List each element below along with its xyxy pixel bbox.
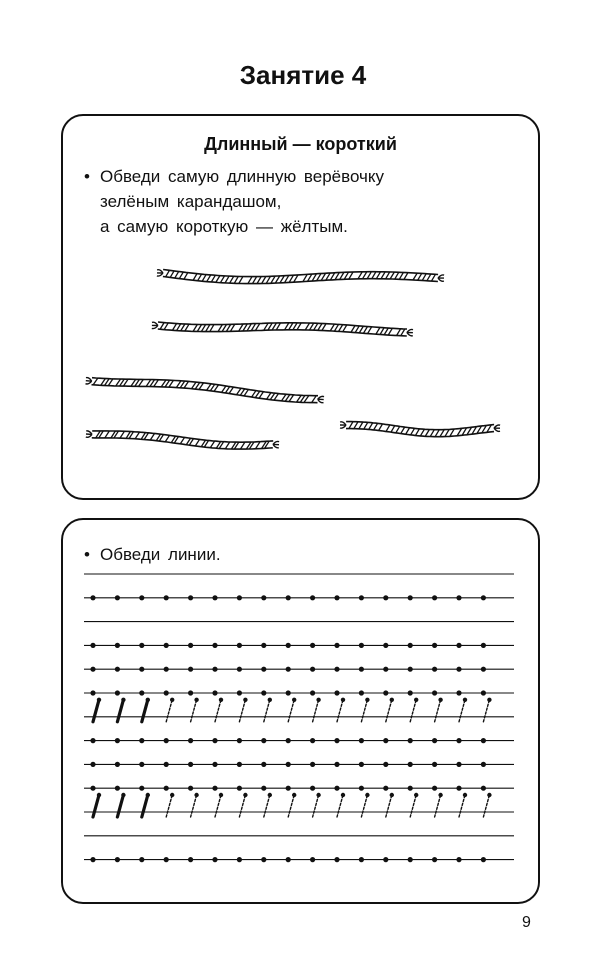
trace-dot <box>310 762 315 767</box>
traced-slash <box>93 700 99 722</box>
slash-start-dot <box>463 698 467 702</box>
trace-dot <box>212 762 217 767</box>
trace-dot <box>188 643 193 648</box>
dotted-slash <box>288 700 294 722</box>
trace-dot <box>310 667 315 672</box>
slash-start-dot <box>414 793 418 797</box>
lesson-title: Занятие 4 <box>239 60 367 90</box>
trace-dot <box>164 690 169 695</box>
trace-dot <box>334 786 339 791</box>
slash-start-dot <box>316 698 320 702</box>
trace-dot <box>164 595 169 600</box>
tracing-row-slashes <box>84 793 514 817</box>
trace-dot <box>286 786 291 791</box>
trace-dot <box>115 595 120 600</box>
slash-start-dot <box>243 793 247 797</box>
trace-dot <box>115 857 120 862</box>
instruction-line-1: Обведи самую длинную верёвочку <box>100 167 385 186</box>
trace-dot <box>310 595 315 600</box>
tracing-row-dots <box>84 643 514 648</box>
trace-dot <box>261 738 266 743</box>
trace-dot <box>164 786 169 791</box>
trace-dot <box>164 667 169 672</box>
trace-dot <box>383 595 388 600</box>
trace-dot <box>359 690 364 695</box>
dotted-slash <box>435 795 441 817</box>
bullet: • <box>84 167 90 186</box>
trace-dot <box>115 738 120 743</box>
slash-start-dot <box>292 698 296 702</box>
slash-start-dot <box>194 793 198 797</box>
trace-dot <box>188 690 193 695</box>
trace-dot <box>432 857 437 862</box>
trace-dot <box>408 595 413 600</box>
dotted-slash <box>215 795 221 817</box>
trace-dot <box>212 738 217 743</box>
trace-dot <box>408 857 413 862</box>
dotted-slash <box>459 795 465 817</box>
trace-dot <box>90 643 95 648</box>
rope-icon <box>152 322 413 336</box>
slash-start-dot <box>292 793 296 797</box>
trace-dot <box>188 738 193 743</box>
slash-start-dot <box>365 793 369 797</box>
dotted-slash <box>386 795 392 817</box>
tracing-row-dots <box>84 738 514 743</box>
trace-dot <box>310 643 315 648</box>
trace-dot <box>383 667 388 672</box>
instruction-line-3: а самую короткую — жёлтым. <box>100 217 348 236</box>
tracing-row-slashes <box>84 698 514 722</box>
trace-dot <box>237 762 242 767</box>
trace-dot <box>286 667 291 672</box>
trace-dot <box>115 667 120 672</box>
dotted-slash <box>215 700 221 722</box>
trace-dot <box>481 786 486 791</box>
trace-dot <box>212 667 217 672</box>
slash-start-dot <box>146 793 150 797</box>
slash-start-dot <box>170 698 174 702</box>
trace-dot <box>261 643 266 648</box>
trace-dot <box>261 857 266 862</box>
slash-start-dot <box>438 793 442 797</box>
slash-start-dot <box>121 793 125 797</box>
slash-start-dot <box>219 698 223 702</box>
trace-dot <box>188 762 193 767</box>
trace-dot <box>139 690 144 695</box>
trace-dot <box>334 690 339 695</box>
trace-dot <box>90 762 95 767</box>
dotted-slash <box>166 795 172 817</box>
trace-dot <box>383 690 388 695</box>
trace-dot <box>383 762 388 767</box>
tracing-row-dots <box>84 786 514 791</box>
trace-dot <box>456 786 461 791</box>
trace-dot <box>286 690 291 695</box>
trace-dot <box>383 786 388 791</box>
traced-slash <box>142 795 148 817</box>
trace-dot <box>212 690 217 695</box>
trace-dot <box>188 786 193 791</box>
trace-dot <box>90 857 95 862</box>
rope-icon <box>340 422 500 437</box>
trace-dot <box>334 595 339 600</box>
ropes-group <box>86 270 501 450</box>
trace-dot <box>383 857 388 862</box>
task-heading: Длинный — короткий <box>204 134 397 154</box>
trace-dot <box>286 643 291 648</box>
dotted-slash <box>483 700 489 722</box>
trace-dot <box>310 738 315 743</box>
trace-dot <box>456 643 461 648</box>
trace-dot <box>139 738 144 743</box>
trace-dot <box>359 786 364 791</box>
trace-dot <box>334 857 339 862</box>
dotted-slash <box>313 700 319 722</box>
trace-dot <box>188 595 193 600</box>
trace-dot <box>164 857 169 862</box>
trace-dot <box>432 667 437 672</box>
slash-start-dot <box>390 793 394 797</box>
trace-dot <box>237 738 242 743</box>
trace-dot <box>481 738 486 743</box>
dotted-slash <box>288 795 294 817</box>
trace-dot <box>261 762 266 767</box>
trace-dot <box>286 595 291 600</box>
trace-dot <box>359 857 364 862</box>
trace-dot <box>212 857 217 862</box>
slash-start-dot <box>243 698 247 702</box>
tracing-row-dots <box>84 690 514 695</box>
trace-dot <box>359 595 364 600</box>
slash-start-dot <box>194 698 198 702</box>
trace-dot <box>90 667 95 672</box>
trace-dot <box>481 595 486 600</box>
trace-dot <box>115 786 120 791</box>
trace-dot <box>90 786 95 791</box>
trace-dot <box>481 857 486 862</box>
trace-dot <box>359 643 364 648</box>
trace-dot <box>456 667 461 672</box>
trace-dot <box>261 595 266 600</box>
trace-dot <box>261 667 266 672</box>
dotted-slash <box>361 795 367 817</box>
trace-dot <box>261 690 266 695</box>
trace-dot <box>334 643 339 648</box>
trace-dot <box>261 786 266 791</box>
slash-start-dot <box>365 698 369 702</box>
slash-start-dot <box>170 793 174 797</box>
instruction-line: Обведи линии. <box>100 545 221 564</box>
trace-dot <box>310 690 315 695</box>
trace-dot <box>408 738 413 743</box>
trace-dot <box>164 762 169 767</box>
dotted-slash <box>264 795 270 817</box>
rope-icon <box>86 431 279 449</box>
dotted-slash <box>313 795 319 817</box>
slash-start-dot <box>390 698 394 702</box>
tracing-row-dots <box>84 762 514 767</box>
slash-start-dot <box>341 698 345 702</box>
trace-dot <box>432 690 437 695</box>
trace-dot <box>139 667 144 672</box>
trace-dot <box>456 595 461 600</box>
trace-dot <box>188 857 193 862</box>
trace-dot <box>139 643 144 648</box>
trace-dot <box>90 738 95 743</box>
slash-start-dot <box>341 793 345 797</box>
trace-dot <box>408 667 413 672</box>
trace-dot <box>115 643 120 648</box>
trace-dot <box>481 643 486 648</box>
dotted-slash <box>459 700 465 722</box>
dotted-slash <box>166 700 172 722</box>
dotted-slash <box>483 795 489 817</box>
trace-dot <box>359 738 364 743</box>
trace-dot <box>286 857 291 862</box>
slash-start-dot <box>438 698 442 702</box>
trace-dot <box>139 786 144 791</box>
trace-dot <box>286 738 291 743</box>
trace-dot <box>432 643 437 648</box>
slash-start-dot <box>414 698 418 702</box>
dotted-slash <box>191 700 197 722</box>
slash-start-dot <box>487 793 491 797</box>
rope-icon <box>157 270 444 284</box>
dotted-slash <box>386 700 392 722</box>
trace-dot <box>164 738 169 743</box>
trace-dot <box>237 857 242 862</box>
dotted-slash <box>264 700 270 722</box>
dotted-slash <box>239 700 245 722</box>
dotted-slash <box>361 700 367 722</box>
trace-dot <box>212 786 217 791</box>
trace-dot <box>334 762 339 767</box>
slash-start-dot <box>316 793 320 797</box>
trace-dot <box>164 643 169 648</box>
slash-start-dot <box>97 793 101 797</box>
trace-dot <box>456 857 461 862</box>
trace-dot <box>115 762 120 767</box>
trace-dot <box>139 595 144 600</box>
instruction-line-2: зелёным карандашом, <box>100 192 282 211</box>
slash-start-dot <box>219 793 223 797</box>
trace-dot <box>359 762 364 767</box>
dotted-slash <box>337 795 343 817</box>
trace-dot <box>286 762 291 767</box>
trace-dot <box>237 667 242 672</box>
slash-start-dot <box>121 698 125 702</box>
dotted-slash <box>239 795 245 817</box>
traced-slash <box>93 795 99 817</box>
trace-dot <box>237 786 242 791</box>
slash-start-dot <box>268 698 272 702</box>
trace-dot <box>432 738 437 743</box>
trace-dot <box>432 786 437 791</box>
trace-dot <box>408 643 413 648</box>
trace-dot <box>237 595 242 600</box>
trace-dot <box>212 643 217 648</box>
page-number: 9 <box>522 914 531 931</box>
slash-start-dot <box>97 698 101 702</box>
trace-dot <box>481 762 486 767</box>
slash-start-dot <box>146 698 150 702</box>
trace-dot <box>456 762 461 767</box>
trace-dot <box>334 738 339 743</box>
trace-dot <box>432 762 437 767</box>
dotted-slash <box>410 795 416 817</box>
trace-dot <box>139 857 144 862</box>
traced-slash <box>142 700 148 722</box>
trace-dot <box>237 643 242 648</box>
trace-dot <box>432 595 437 600</box>
tracing-row-dots <box>84 857 514 862</box>
slash-start-dot <box>487 698 491 702</box>
dotted-slash <box>337 700 343 722</box>
trace-dot <box>115 690 120 695</box>
trace-dot <box>139 762 144 767</box>
trace-dot <box>90 690 95 695</box>
trace-dot <box>408 786 413 791</box>
tracing-row-dots <box>84 667 514 672</box>
slash-start-dot <box>268 793 272 797</box>
trace-dot <box>310 786 315 791</box>
rope-icon <box>86 378 325 403</box>
trace-dot <box>237 690 242 695</box>
trace-dot <box>481 690 486 695</box>
trace-dot <box>310 857 315 862</box>
tracing-row-dots <box>84 595 514 600</box>
trace-dot <box>383 643 388 648</box>
trace-dot <box>188 667 193 672</box>
trace-dot <box>334 667 339 672</box>
trace-dot <box>456 738 461 743</box>
dotted-slash <box>191 795 197 817</box>
trace-dot <box>481 667 486 672</box>
trace-dot <box>212 595 217 600</box>
trace-dot <box>408 762 413 767</box>
trace-dot <box>408 690 413 695</box>
bullet: • <box>84 545 90 564</box>
dotted-slash <box>435 700 441 722</box>
trace-dot <box>359 667 364 672</box>
trace-dot <box>456 690 461 695</box>
traced-slash <box>117 700 123 722</box>
tracing-rows <box>84 574 514 862</box>
slash-start-dot <box>463 793 467 797</box>
trace-dot <box>90 595 95 600</box>
traced-slash <box>117 795 123 817</box>
dotted-slash <box>410 700 416 722</box>
trace-dot <box>383 738 388 743</box>
